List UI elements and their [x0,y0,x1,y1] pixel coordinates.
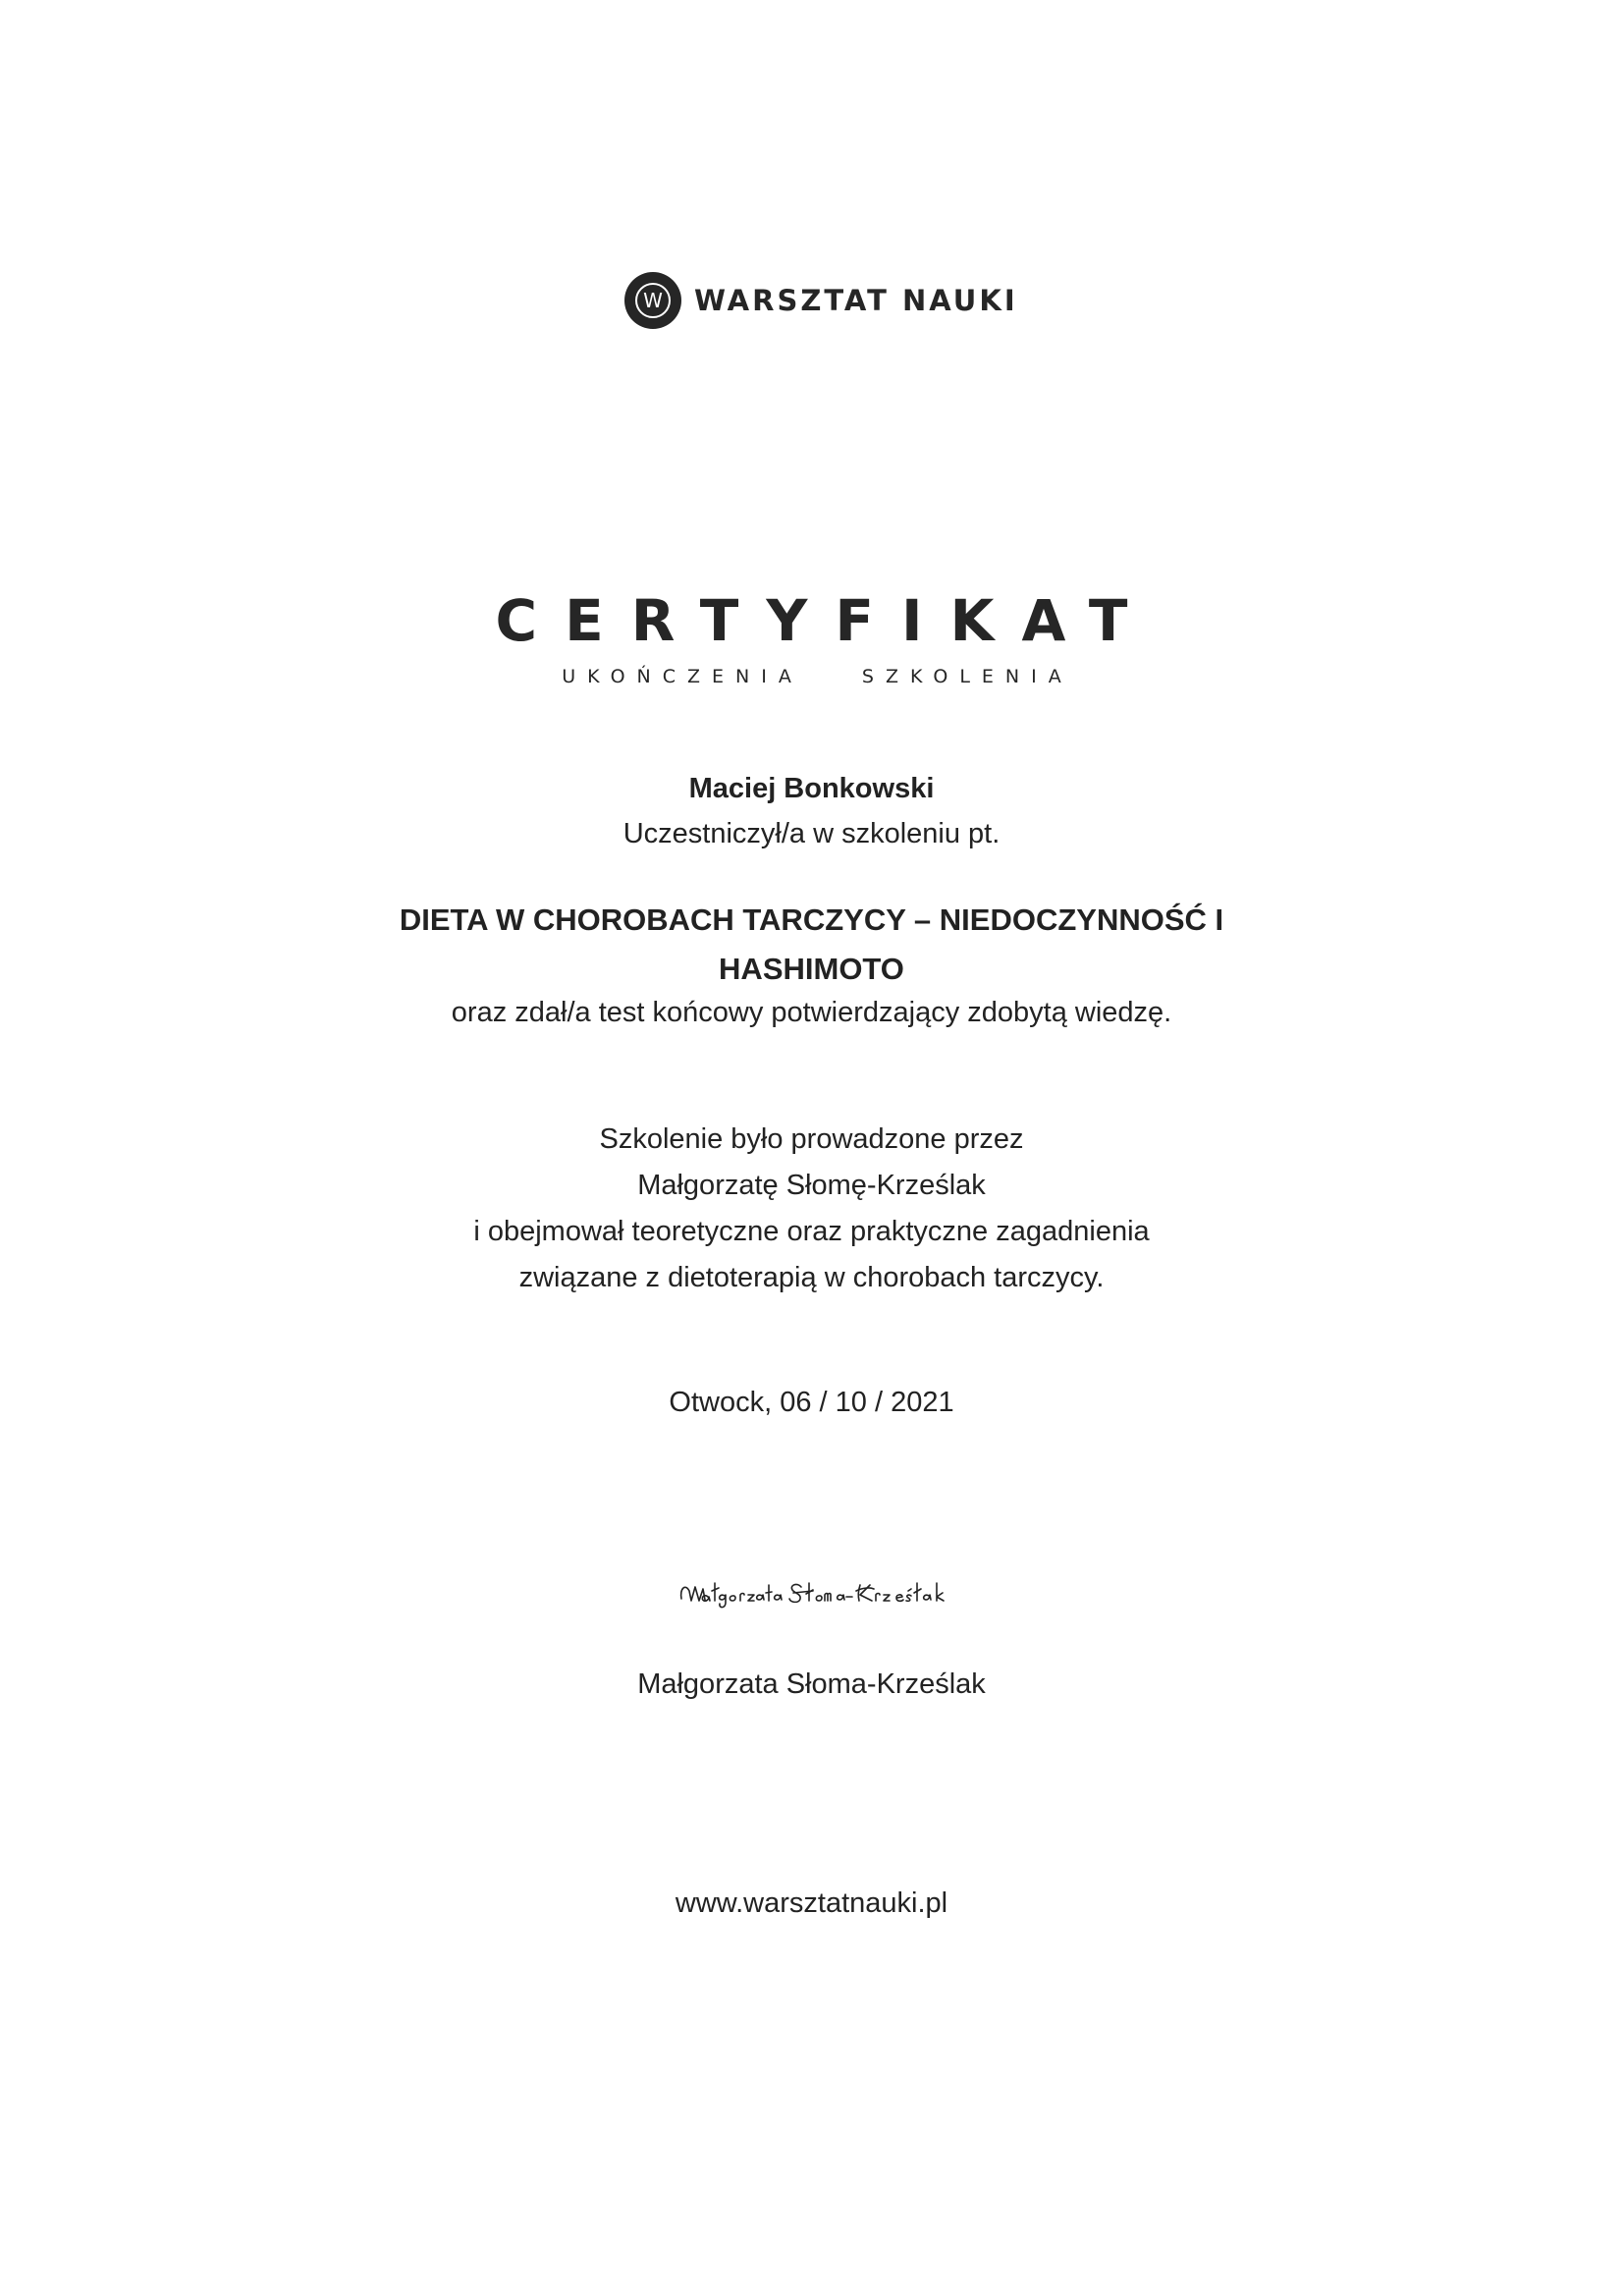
test-passed-text: oraz zdał/a test końcowy potwierdzający zdobytą wiedzę. [451,997,1172,1028]
course-title-line2: HASHIMOTO [719,952,904,986]
handwritten-signature [676,1569,970,1618]
logo-mark-icon [624,272,681,329]
website-url: www.warsztatnauki.pl [675,1887,948,1919]
trainer-info-line3: i obejmował teoretyczne oraz praktyczne zagadnienia [473,1216,1150,1247]
signer-name: Małgorzata Słoma-Krześlak [637,1668,986,1700]
course-title-line1: DIETA W CHOROBACH TARCZYCY – NIEDOCZYNNOŚĆ I [399,902,1224,937]
logo [624,271,1018,330]
trainer-info-line1: Szkolenie było prowadzone przez [599,1123,1024,1155]
trainer-info-line4: związane z dietoterapią w chorobach tarczycy. [518,1262,1105,1293]
certificate-title: CERTYFIKAT [495,587,1156,654]
trainer-info-line2: Małgorzatę Słomę-Krześlak [637,1170,986,1201]
place-date: Otwock, 06 / 10 / 2021 [669,1387,954,1418]
recipient-name: Maciej Bonkowski [688,773,935,804]
participation-text: Uczestniczył/a w szkoleniu pt. [622,818,1001,849]
logo-mark-letter: W [635,283,671,318]
certificate-subtitle: UKOŃCZENIA SZKOLENIA [562,666,1073,687]
logo-text: WARSZTAT NAUKI [694,284,1018,317]
